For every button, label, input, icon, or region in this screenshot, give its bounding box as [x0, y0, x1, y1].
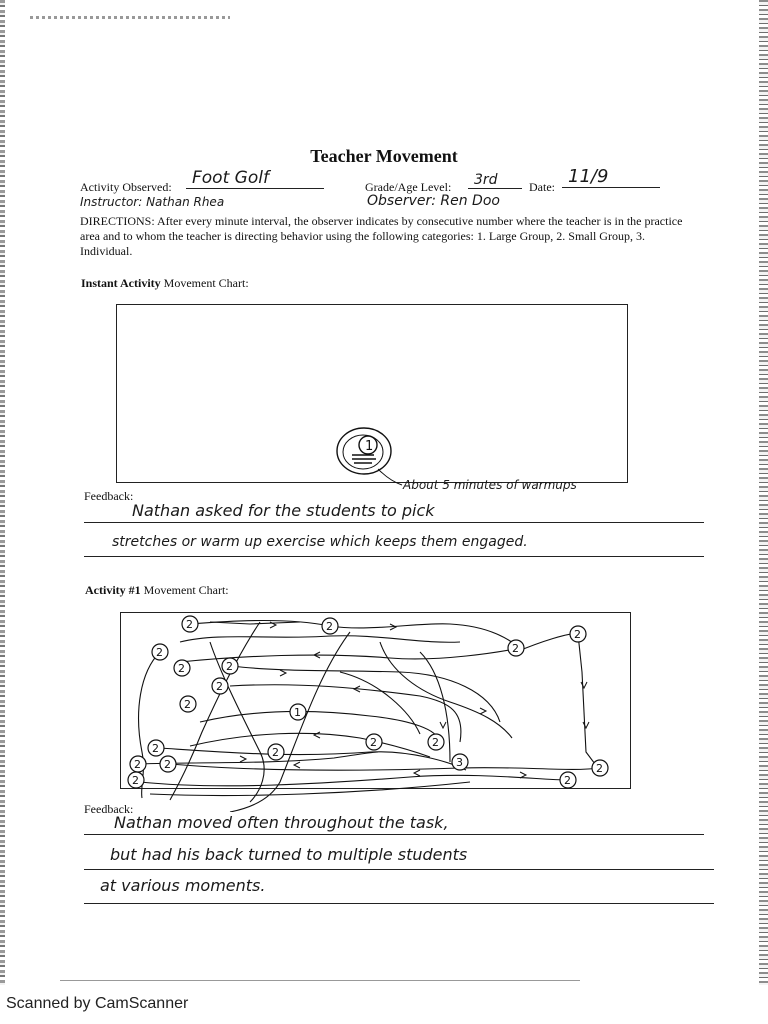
activity1-feedback-line-2: but had his back turned to multiple students: [110, 845, 468, 864]
activity1-mark: [290, 704, 306, 720]
page-title: Teacher Movement: [310, 146, 458, 166]
instant-mark-number: 1: [365, 439, 374, 454]
activity1-mark-number: 2: [432, 736, 439, 749]
activity1-heading-bold: Activity #1: [85, 583, 141, 597]
activity1-mark-number: 2: [564, 774, 571, 787]
activity1-mark-number: 2: [216, 680, 223, 693]
activity1-mark-number: 2: [184, 698, 191, 711]
activity1-mark-number: 2: [134, 758, 141, 771]
activity1-mark: [222, 658, 238, 674]
observer-text: Observer: Ren Doo: [367, 193, 500, 209]
activity1-mark-number: 2: [574, 628, 581, 641]
instant-heading-rest: Movement Chart:: [160, 276, 249, 290]
activity1-mark: [180, 696, 196, 712]
activity1-mark: [212, 678, 228, 694]
date-label: Date:: [529, 180, 555, 194]
activity1-mark-number: 2: [152, 742, 159, 755]
activity1-mark-number: 2: [186, 618, 193, 631]
activity1-mark: [268, 744, 284, 760]
activity1-mark-number: 2: [132, 774, 139, 787]
activity1-mark-number: 2: [178, 662, 185, 675]
activity1-mark-number: 3: [456, 756, 463, 769]
instant-feedback-rule-2: [84, 556, 704, 557]
directions-text: DIRECTIONS: After every minute interval, the observer indicates by consecutive number where the teacher is in the practice area and to whom the teacher is directing behavior using the following categories: 1. Large Group, 2. Small Group, 3. Individual.: [80, 214, 683, 258]
activity1-chart-heading: [85, 583, 229, 598]
activity1-mark: [560, 772, 576, 788]
instant-chart-heading: [81, 276, 249, 291]
instant-feedback-label: Feedback:: [84, 489, 134, 503]
activity1-mark: [366, 734, 382, 750]
activity1-mark: [452, 754, 468, 770]
activity1-mark-number: 2: [512, 642, 519, 655]
instant-annotation: About 5 minutes of warmups: [403, 478, 577, 492]
activity-observed-label: Activity Observed:: [80, 180, 172, 194]
scanner-watermark: Scanned by CamScanner: [6, 995, 189, 1012]
activity1-mark: [570, 626, 586, 642]
instant-chart-marks: [330, 425, 410, 495]
activity1-mark: [130, 756, 146, 772]
activity1-mark-number: 1: [294, 706, 301, 719]
grade-level-value: 3rd: [468, 172, 522, 189]
instant-feedback-line-1: Nathan asked for the students to pick: [132, 501, 435, 520]
activity1-mark-number: 2: [370, 736, 377, 749]
instant-feedback-line-2: stretches or warm up exercise which keeps them engaged.: [112, 534, 528, 550]
activity1-mark: [592, 760, 608, 776]
activity1-mark: [148, 740, 164, 756]
date-value: 11/9: [562, 166, 660, 188]
page-bottom-rule: [60, 980, 580, 981]
activity1-feedback-line-1: Nathan moved often throughout the task,: [114, 813, 449, 832]
activity1-heading-rest: Movement Chart:: [140, 583, 229, 597]
activity-observed-value: Foot Golf: [186, 168, 324, 189]
activity1-feedback-label: Feedback:: [84, 802, 134, 816]
activity1-mark: [174, 660, 190, 676]
activity1-mark-number: 2: [326, 620, 333, 633]
activity1-feedback-rule-3: [84, 903, 714, 904]
activity1-mark-number: 2: [596, 762, 603, 775]
activity1-mark-number: 2: [272, 746, 279, 759]
activity1-mark-number: 2: [156, 646, 163, 659]
activity1-mark: [182, 616, 198, 632]
instant-heading-bold: Instant Activity: [81, 276, 161, 290]
instant-feedback-rule-1: [84, 522, 704, 523]
activity1-mark: [152, 644, 168, 660]
activity1-mark: [508, 640, 524, 656]
activity1-feedback-line-3: at various moments.: [100, 876, 266, 895]
activity1-chart-paths: [120, 612, 629, 812]
activity1-feedback-rule-2: [84, 869, 714, 870]
activity1-mark: [428, 734, 444, 750]
instructor-text: Instructor: Nathan Rhea: [80, 195, 225, 209]
scan-edge-top: [30, 16, 230, 19]
activity1-mark: [322, 618, 338, 634]
activity1-mark-number: 2: [226, 660, 233, 673]
activity1-feedback-rule-1: [84, 834, 704, 835]
activity1-mark: [128, 772, 144, 788]
activity1-mark-number: 2: [164, 758, 171, 771]
activity1-mark: [160, 756, 176, 772]
grade-level-label: Grade/Age Level:: [365, 180, 452, 194]
